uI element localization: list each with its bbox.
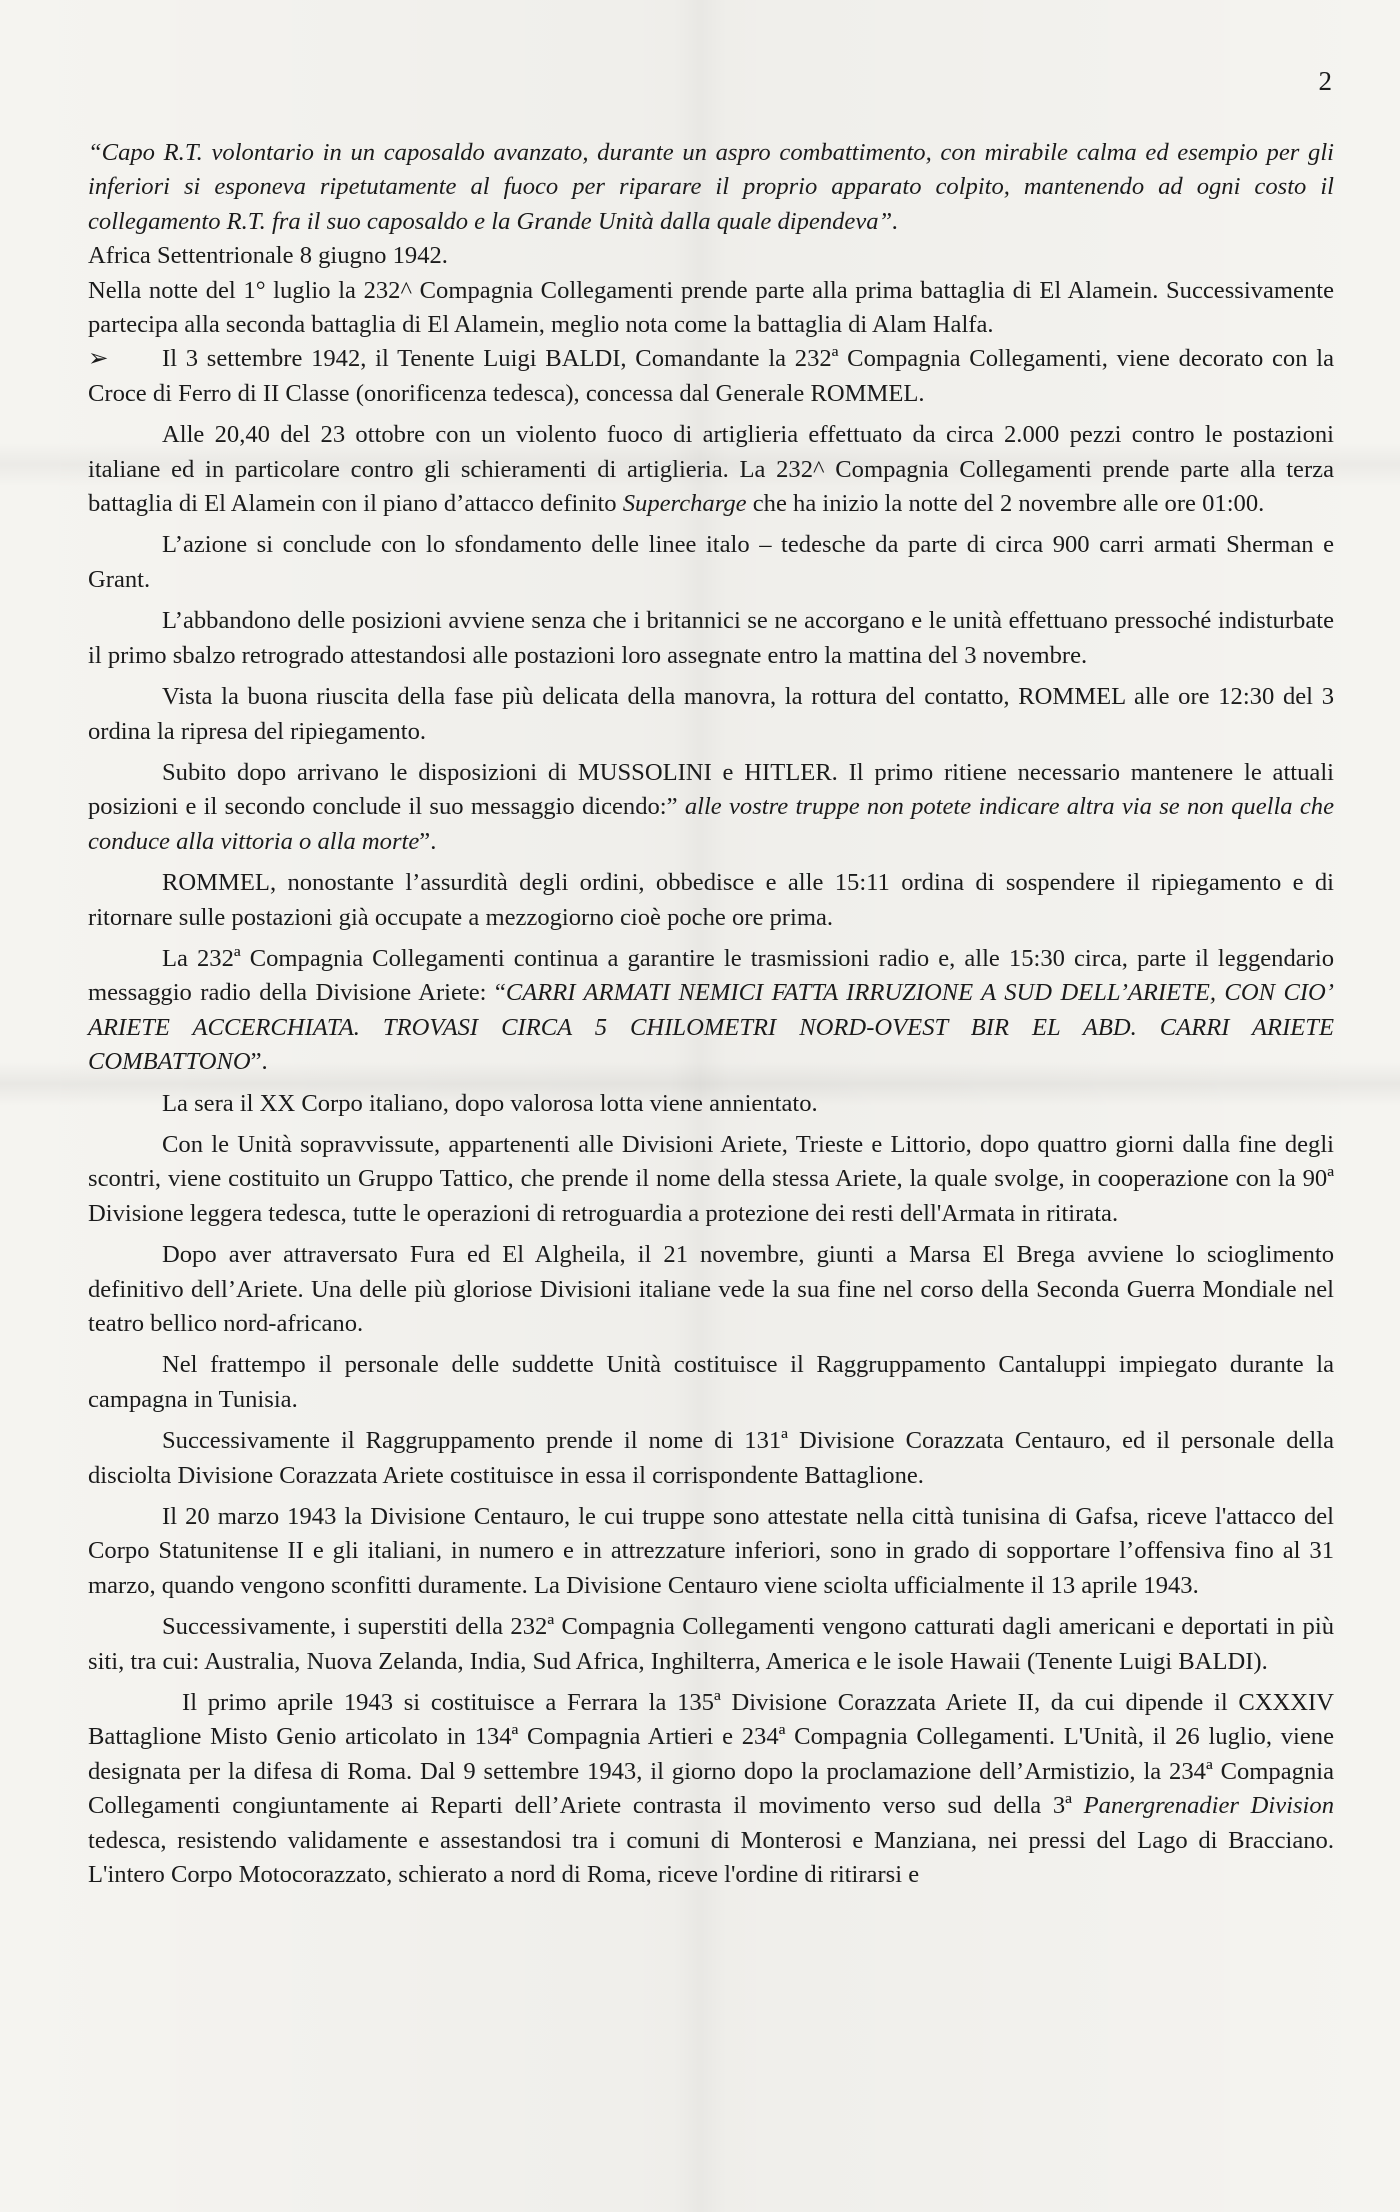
italic-span: Panergrenadier Division: [1083, 1792, 1334, 1820]
paragraph-rommel-obeys: ROMMEL, nonostante l’assurdità degli ordini, obbedisce e alle 15:11 ordina di sospendere il ripiegamento e di ritornare sulle postazioni già occupate a mezzogiorno cioè poche ore prima.: [88, 869, 1334, 931]
italic-span: Supercharge: [622, 490, 747, 518]
paragraph-xx-corps: La sera il XX Corpo italiano, dopo valorosa lotta viene annientato.: [162, 1089, 818, 1117]
paragraph-breakthrough: L’azione si conclude con lo sfondamento delle linee italo – tedesche da parte di circa 900 carri armati Sherman e Grant.: [88, 531, 1334, 593]
text-span: ”.: [250, 1048, 268, 1076]
text-span: che ha inizio la notte del 2 novembre alle ore 01:00.: [746, 490, 1265, 518]
italic-span: CARRI ARMATI NEMICI FATTA IRRUZIONE A SUD DELL’ARIETE, CON CIO’ ARIETE ACCERCHIATA. TROVASI CIRCA 5 CHILOMETRI NORD-OVEST BIR EL ABD. CARRI ARIETE COMBATTONO: [88, 979, 1334, 1076]
paragraph-rommel-retreat: Vista la buona riuscita della fase più delicata della manovra, la rottura del contatto, ROMMEL alle ore 12:30 del 3 ordina la ripresa del ripiegamento.: [88, 683, 1334, 745]
italic-span: alle vostre truppe non potete indicare altra via se non quella che conduce alla vittoria o alla morte: [88, 793, 1334, 855]
text-span: La 232ª Compagnia Collegamenti continua a garantire le trasmissioni radio e, alle 15:30 circa, parte il leggendario messaggio radio della Divisione Ariete: “: [88, 944, 1334, 1007]
citation-paragraph: “Capo R.T. volontario in un caposaldo avanzato, durante un aspro combattimento, con mirabile calma ed esempio per gli inferiori si esponeva ripetutamente al fuoco per riparare il proprio apparato colpito, mantenendo ad ogni costo il collegamento R.T. fra il suo caposaldo e la Grande Unità dalla quale dipendeva”.: [88, 139, 1334, 235]
paragraph-cantaluppi: Nel frattempo il personale delle suddette Unità costituisce il Raggruppamento Cantaluppi impiegato durante la campagna in Tunisia.: [88, 1351, 1334, 1413]
paragraph-dissolution: Dopo aver attraversato Fura ed El Algheila, il 21 novembre, giunti a Marsa El Brega avviene lo scioglimento definitivo dell’Ariete. Una delle più gloriose Divisioni italiane vede la sua fine nel corso della Seconda Guerra Mondiale nel teatro bellico nord-africano.: [88, 1241, 1334, 1337]
arrow-bullet-icon: ➢: [88, 345, 109, 373]
text-span: Il primo aprile 1943 si costituisce a Ferrara la 135ª Divisione Corazzata Ariete II, da cui dipende il CXXXIV Battaglione Misto Genio articolato in 134ª Compagnia Artieri e 234ª Compagnia Collegamenti. L'Unità, il 26 luglio, viene designata per la difesa di Roma. Dal 9 settembre 1943, il giorno dopo la proclamazione dell’Armistizio, la 234ª Compagnia Collegamenti congiuntamente ai Reparti dell’Ariete contrasta il movimento verso sud della 3ª: [88, 1689, 1334, 1820]
paragraph-prisoners: Successivamente, i superstiti della 232ª Compagnia Collegamenti vengono catturati dagli americani e deportati in più siti, tra cui: Australia, Nuova Zelanda, India, Sud Africa, Inghilterra, America e le isole Hawaii (Tenente Luigi BALDI).: [88, 1613, 1334, 1675]
paragraph-abandonment: L’abbandono delle posizioni avviene senza che i britannici se ne accorgano e le unità effettuano pressoché indisturbate il primo sbalzo retrogrado attestandosi alle postazioni loro assegnate entro la mattina del 3 novembre.: [88, 607, 1334, 669]
citation-date: Africa Settentrionale 8 giugno 1942.: [88, 242, 448, 270]
paragraph-el-alamein: Nella notte del 1° luglio la 232^ Compagnia Collegamenti prende parte alla prima battaglia di El Alamein. Successivamente partecipa alla seconda battaglia di El Alamein, meglio nota come la battaglia di Alam Halfa.: [88, 276, 1334, 339]
text-span: Alle 20,40 del 23 ottobre con un violento fuoco di artiglieria effettuato da circa 2.000 pezzi contro le postazioni italiane ed in particolare contro gli schieramenti di artiglieria. La 232^ Compagnia Collegamenti prende parte alla terza battaglia di El Alamein con il piano d’attacco definito: [88, 421, 1334, 518]
text-span: Subito dopo arrivano le disposizioni di MUSSOLINI e HITLER. Il primo ritiene necessario mantenere le attuali posizioni e il secondo conclude il suo messaggio dicendo:”: [88, 758, 1334, 821]
page-number: 2: [1318, 66, 1332, 96]
paragraph-decoration-text: Il 3 settembre 1942, il Tenente Luigi BALDI, Comandante la 232ª Compagnia Collegamenti, viene decorato con la Croce di Ferro di II Classe (onorificenza tedesca), concessa dal Generale ROMMEL.: [88, 345, 1334, 407]
paragraph-ariete-ii: [88, 1686, 1334, 1892]
paragraph-gafsa: Il 20 marzo 1943 la Divisione Centauro, le cui truppe sono attestate nella città tunisina di Gafsa, riceve l'attacco del Corpo Statunitense II e gli italiani, in numero e in attrezzature inferiori, sono in grado di sopportare l’offensiva fino al 31 marzo, quando vengono sconfitti duramente. La Divisione Centauro viene sciolta ufficialmente il 13 aprile 1943.: [88, 1503, 1334, 1599]
paragraph-centauro: Successivamente il Raggruppamento prende il nome di 131ª Divisione Corazzata Centauro, ed il personale della disciolta Divisione Corazzata Ariete costituisce in essa il corrispondente Battaglione.: [88, 1427, 1334, 1489]
text-span: ”.: [419, 827, 437, 855]
paragraph-decoration: [88, 342, 1334, 411]
paragraph-orders: [88, 756, 1334, 859]
paragraph-tactical-group: Con le Unità sopravvissute, appartenenti alle Divisioni Ariete, Trieste e Littorio, dopo quattro giorni dalla fine degli scontri, viene costituito un Gruppo Tattico, che prende il nome della stessa Ariete, la quale svolge, in cooperazione con la 90ª Divisione leggera tedesca, tutte le operazioni di retroguardia a protezione dei resti dell'Armata in ritirata.: [88, 1130, 1334, 1227]
text-span: tedesca, resistendo validamente e assestandosi tra i comuni di Monterosi e Manziana, nei pressi del Lago di Bracciano. L'intero Corpo Motocorazzato, schierato a nord di Roma, riceve l'ordine di ritirarsi e: [88, 1826, 1334, 1889]
document-body: [88, 136, 1334, 1900]
paragraph-radio-message: [88, 942, 1334, 1080]
paragraph-supercharge: [88, 418, 1334, 521]
